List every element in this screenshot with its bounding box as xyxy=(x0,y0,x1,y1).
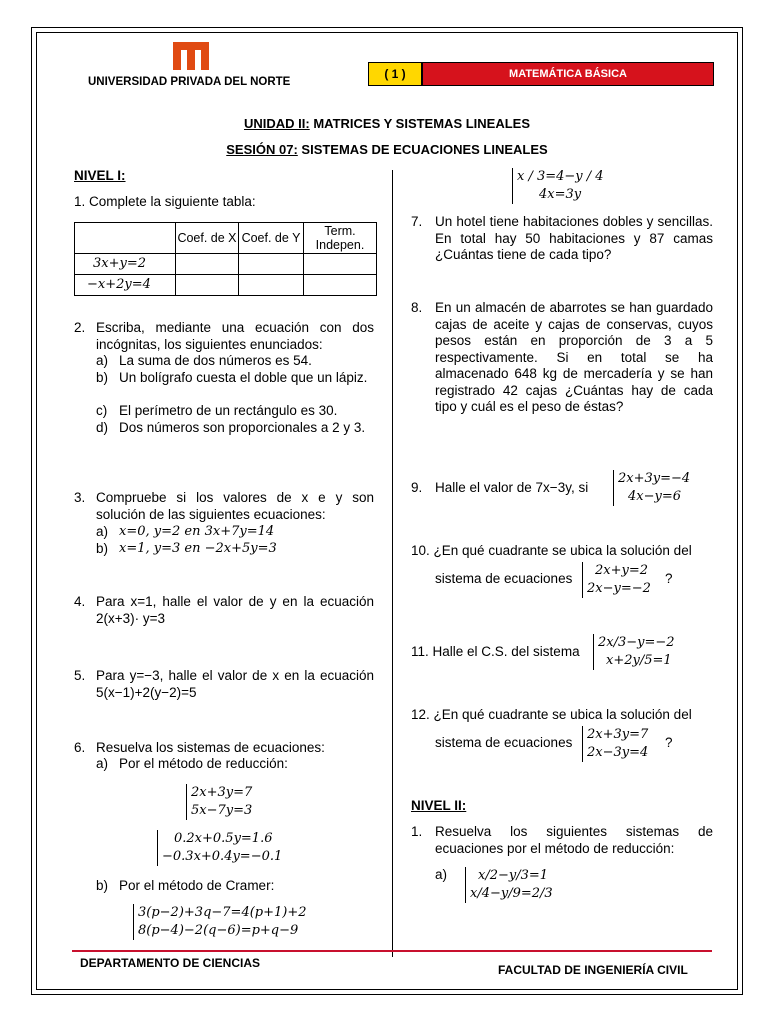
table-cell[interactable] xyxy=(239,275,304,296)
table-cell[interactable] xyxy=(176,254,239,275)
q2-item-d: Dos números son proporcionales a 2 y 3. xyxy=(119,420,366,435)
session-title: SESIÓN 07: SISTEMAS DE ECUACIONES LINEALES xyxy=(226,142,548,157)
q3-item-b: x=1, y=3 en −2x+5y=3 xyxy=(119,541,277,556)
question-12: 12. ¿En qué cuadrante se ubica la solución del xyxy=(411,707,692,722)
system-brace xyxy=(133,904,134,940)
nivel-2-question-1: Resuelva los siguientes sistemas de ecuaciones por el método de reducción: xyxy=(435,824,713,856)
system-q10: 2x+y=2 2x−y=−2 xyxy=(587,563,651,596)
system-brace xyxy=(186,784,187,820)
system-brace xyxy=(613,470,614,506)
q12-line-2: sistema de ecuaciones xyxy=(435,735,573,750)
question-11: 11. Halle el C.S. del sistema xyxy=(411,644,580,659)
system-3: 3(p−2)+3q−7=4(p+1)+2 8(p−4)−2(q−6)=p+q−9 xyxy=(138,905,307,938)
q3-item-a: x=0, y=2 en 3x+7y=14 xyxy=(119,524,275,539)
q10-line-2: sistema de ecuaciones xyxy=(435,571,573,586)
question-2: Escriba, mediante una ecuación con dos incógnitas, los siguientes enunciados: xyxy=(96,320,374,352)
system-n2-a: x/2−y/3=1 x/4−y/9=2/3 xyxy=(470,868,553,901)
question-5: Para y=−3, halle el valor de x en la ecuación 5(x−1)+2(y−2)=5 xyxy=(96,668,374,700)
university-logo-icon xyxy=(173,42,209,70)
table-cell[interactable] xyxy=(176,275,239,296)
q2-item-c: El perímetro de un rectángulo es 30. xyxy=(119,403,338,418)
system-brace xyxy=(593,634,594,670)
system-brace xyxy=(465,867,466,903)
system-brace xyxy=(582,562,583,598)
system-q12: 2x+3y=7 2x−3y=4 xyxy=(587,727,649,760)
question-3: Compruebe si los valores de x e y son solución de las siguientes ecuaciones: xyxy=(96,490,374,522)
question-6: Resuelva los sistemas de ecuaciones: xyxy=(96,740,325,755)
system-1: 2x+3y=7 5x−7y=3 xyxy=(191,785,253,818)
table-header-empty xyxy=(75,223,176,254)
table-row-label: −x+2y=4 xyxy=(75,275,176,296)
coefficient-table xyxy=(74,222,377,296)
page-number: ( 1 ) xyxy=(368,62,422,86)
table-cell[interactable] xyxy=(304,275,377,296)
question-9: Halle el valor de 7x−3y, si xyxy=(435,480,589,495)
nivel-1-heading: NIVEL I: xyxy=(74,168,126,183)
table-cell[interactable] xyxy=(304,254,377,275)
question-10: 10. ¿En qué cuadrante se ubica la solución del xyxy=(411,543,692,558)
table-cell[interactable] xyxy=(239,254,304,275)
column-divider xyxy=(392,170,393,957)
system-top-right: x / 3=4−y / 4 4x=3y xyxy=(517,169,604,202)
question-1: 1. Complete la siguiente tabla: xyxy=(74,194,256,209)
footer-faculty: FACULTAD DE INGENIERÍA CIVIL xyxy=(498,963,688,977)
nivel-2-heading: NIVEL II: xyxy=(411,798,467,813)
system-2: 0.2x+0.5y=1.6 −0.3x+0.4y=−0.1 xyxy=(162,831,283,864)
table-row-label: 3x+y=2 xyxy=(75,254,176,275)
footer-department: DEPARTAMENTO DE CIENCIAS xyxy=(80,956,261,970)
subject-title: MATEMÁTICA BÁSICA xyxy=(422,62,714,86)
q2-item-a: La suma de dos números es 54. xyxy=(119,353,312,368)
system-q9: 2x+3y=−4 4x−y=6 xyxy=(618,471,691,504)
unit-title: UNIDAD II: MATRICES Y SISTEMAS LINEALES xyxy=(243,116,531,131)
question-8: En un almacén de abarrotes se han guardado cajas de aceite y cajas de conservas, cuyos pesos están en proporción de 3 a 5 respectivamente. Si en total se ha almacenado 648 kg de mercadería y se han registrado 42 cajas ¿Cuántas hay de cada tipo y cuál es el peso de éstas? xyxy=(435,300,713,414)
q6-method-b: Por el método de Cramer: xyxy=(119,878,275,893)
question-4: Para x=1, halle el valor de y en la ecuación 2(x+3)· y=3 xyxy=(96,594,374,626)
system-brace xyxy=(157,830,158,866)
table-header-coef-x: Coef. de X xyxy=(176,223,239,254)
system-brace xyxy=(512,168,513,204)
system-q11: 2x/3−y=−2 x+2y/5=1 xyxy=(598,635,675,668)
q2-item-b: Un bolígrafo cuesta el doble que un lápiz. xyxy=(119,370,368,385)
footer-divider xyxy=(72,950,712,952)
table-header-coef-y: Coef. de Y xyxy=(239,223,304,254)
table-header-term: Term. Indepen. xyxy=(304,223,377,254)
q6-method-a: Por el método de reducción: xyxy=(119,756,288,771)
system-brace xyxy=(582,726,583,762)
question-7: Un hotel tiene habitaciones dobles y sencillas. En total hay 50 habitaciones y 87 camas ¿Cuántas tiene de cada tipo? xyxy=(435,214,713,262)
university-name: UNIVERSIDAD PRIVADA DEL NORTE xyxy=(88,76,291,88)
